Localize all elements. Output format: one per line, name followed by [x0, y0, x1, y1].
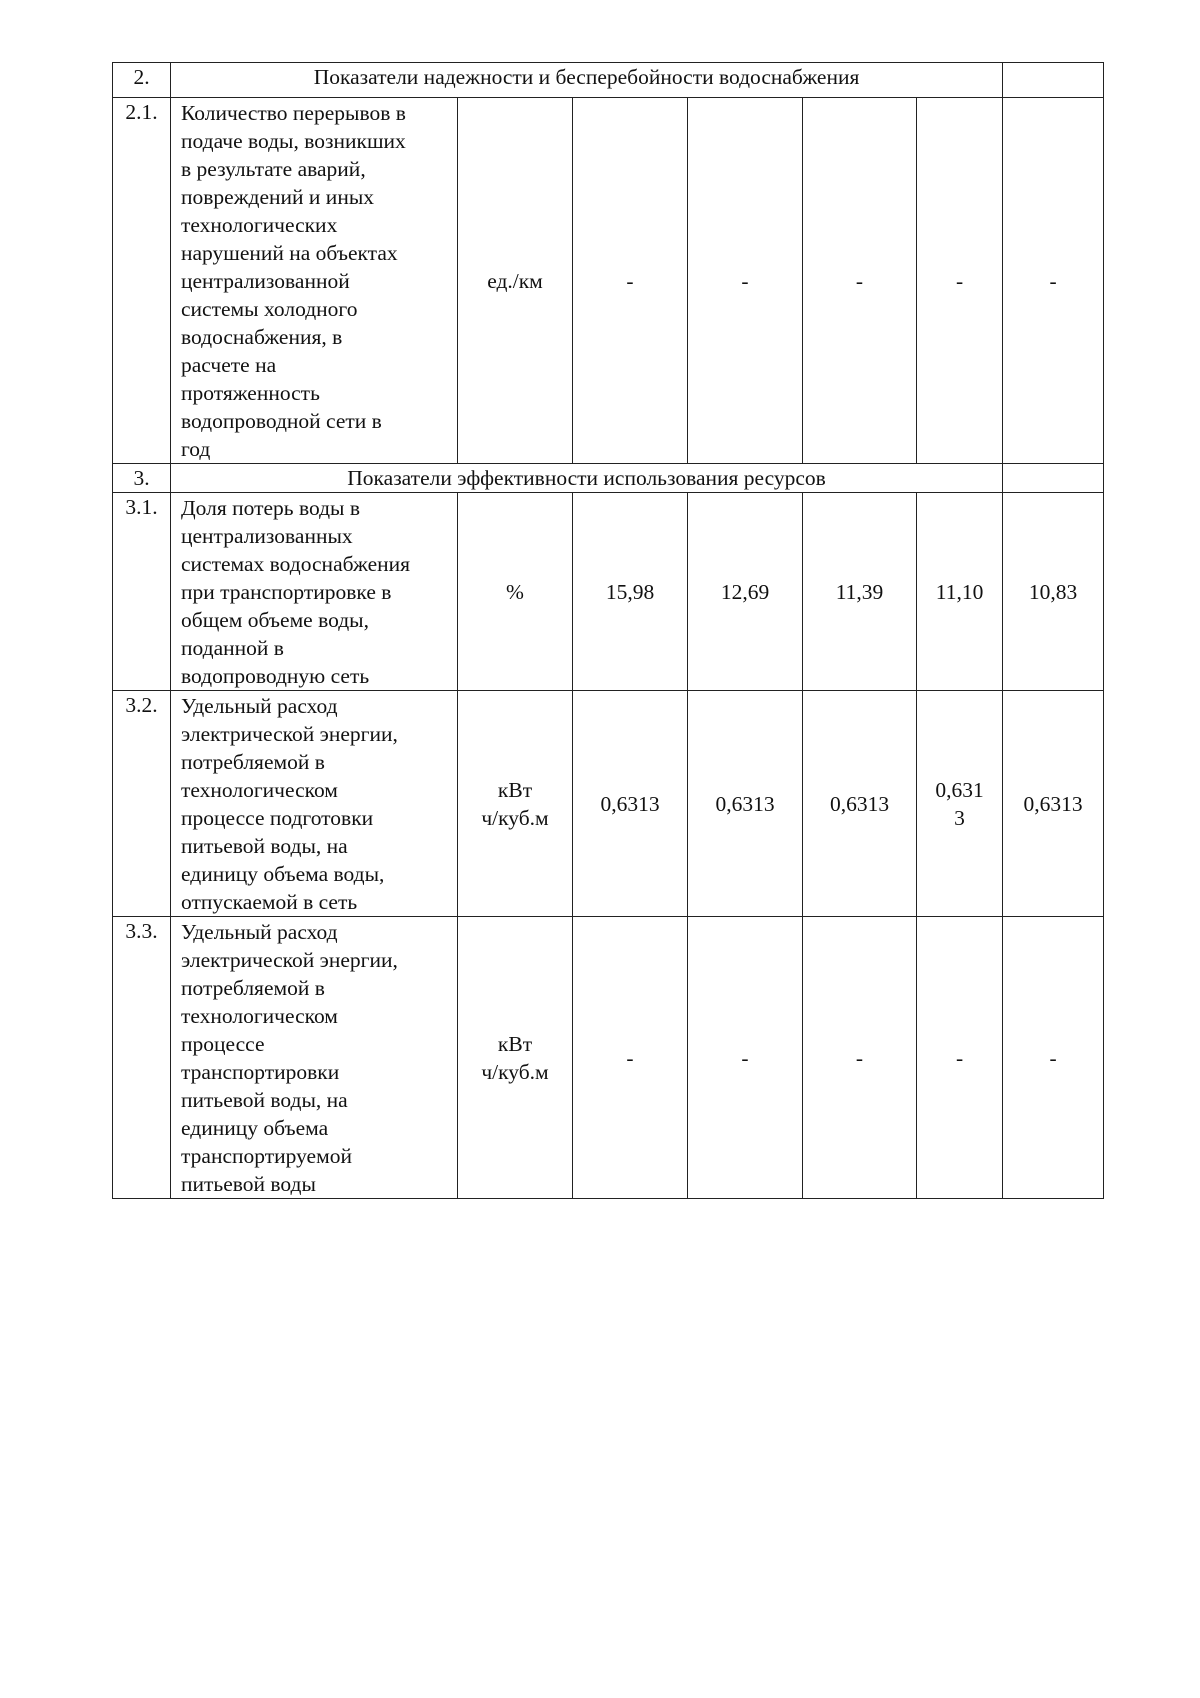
text-line: водоснабжения, в [181, 325, 343, 349]
text-line: централизованной [181, 269, 350, 293]
text-line: 0,6313 [600, 791, 660, 816]
text-line: в результате аварий, [181, 157, 366, 181]
text-line: 0,631 [935, 777, 984, 802]
value-cell [803, 493, 917, 691]
indicator-name [171, 98, 458, 464]
text-line: отпускаемой в сеть [181, 890, 358, 914]
text-line: 0,6313 [829, 791, 890, 816]
value-cell [688, 917, 803, 1199]
table-row [113, 493, 1104, 691]
indicators-table [112, 62, 1104, 1199]
text-line: транспортировки [181, 1060, 340, 1084]
value-cell [573, 493, 688, 691]
unit-cell [458, 493, 573, 691]
table-row [113, 917, 1104, 1199]
table-row [113, 98, 1104, 464]
text-line: повреждений и иных [181, 185, 375, 209]
text-line: подаче воды, возникших [181, 129, 406, 153]
section-number: 2. [113, 63, 171, 98]
text-line: водопроводной сети в [181, 409, 382, 433]
text-line: кВт [497, 777, 533, 802]
row-number: 2.1. [113, 98, 171, 464]
value-cell [803, 917, 917, 1199]
value-cell [688, 493, 803, 691]
text-line: единицу объема [181, 1116, 329, 1140]
text-line: 10,83 [1028, 579, 1078, 604]
text-line: Удельный расход [181, 694, 338, 718]
empty-cell [1003, 464, 1104, 493]
empty-cell [1003, 63, 1104, 98]
row-number: 3.1. [113, 493, 171, 691]
text-line: 0,6313 [715, 791, 775, 816]
text-line: технологических [181, 213, 338, 237]
text-line: - [741, 268, 749, 293]
text-line: ч/куб.м [481, 805, 549, 830]
value-cell [688, 691, 803, 917]
text-line: поданной в [181, 636, 284, 660]
text-line: электрической энергии, [181, 722, 398, 746]
indicator-name [171, 691, 458, 917]
text-line: технологическом [181, 778, 338, 802]
text-line: 11,39 [835, 579, 884, 604]
value-cell [1003, 917, 1104, 1199]
text-line: потребляемой в [181, 750, 325, 774]
text-line: водопроводную сеть [181, 664, 370, 688]
text-line: - [1049, 268, 1057, 293]
text-line: 0,6313 [1023, 791, 1083, 816]
text-line: - [955, 1045, 964, 1070]
indicator-name [171, 493, 458, 691]
value-cell [1003, 493, 1104, 691]
table-row [113, 691, 1104, 917]
value-cell [573, 917, 688, 1199]
text-line: питьевой воды, на [181, 1088, 348, 1112]
text-line: единицу объема воды, [181, 862, 385, 886]
section-title: Показатели надежности и бесперебойности водоснабжения [171, 63, 1003, 98]
text-line: системы холодного [181, 297, 358, 321]
text-line: - [626, 1045, 634, 1070]
text-line: ч/куб.м [481, 1059, 549, 1084]
text-line: процессе [181, 1032, 265, 1056]
text-line: транспортируемой [181, 1144, 352, 1168]
text-line: системах водоснабжения [181, 552, 411, 576]
unit-cell [458, 691, 573, 917]
text-line: - [626, 268, 634, 293]
text-line: технологическом [181, 1004, 338, 1028]
value-cell [917, 493, 1003, 691]
section-row [113, 63, 1104, 98]
text-line: 3 [954, 805, 965, 830]
text-line: - [1049, 1045, 1057, 1070]
text-line: кВт [497, 1031, 533, 1056]
value-cell [803, 98, 917, 464]
value-cell [1003, 98, 1104, 464]
text-line: централизованных [181, 524, 353, 548]
section-title: Показатели эффективности использования ресурсов [171, 464, 1003, 493]
text-line: процессе подготовки [181, 806, 374, 830]
text-line: 11,10 [935, 579, 984, 604]
text-line: год [181, 437, 211, 461]
unit-cell [458, 98, 573, 464]
text-line: % [506, 579, 524, 604]
text-line: - [855, 268, 864, 293]
text-line: Удельный расход [181, 920, 338, 944]
text-line: - [741, 1045, 749, 1070]
value-cell [573, 98, 688, 464]
text-line: питьевой воды, на [181, 834, 348, 858]
text-line: при транспортировке в [181, 580, 392, 604]
section-row [113, 464, 1104, 493]
text-line: питьевой воды [181, 1172, 316, 1196]
value-cell [573, 691, 688, 917]
value-cell [917, 917, 1003, 1199]
value-cell [688, 98, 803, 464]
text-line: - [855, 1045, 864, 1070]
value-cell [803, 691, 917, 917]
text-line: нарушений на объектах [181, 241, 398, 265]
text-line: - [955, 268, 964, 293]
text-line: расчете на [181, 353, 277, 377]
unit-cell [458, 917, 573, 1199]
row-number: 3.2. [113, 691, 171, 917]
value-cell [917, 691, 1003, 917]
text-line: 15,98 [605, 579, 655, 604]
value-cell [917, 98, 1003, 464]
text-line: 12,69 [720, 579, 770, 604]
section-number: 3. [113, 464, 171, 493]
text-line: Количество перерывов в [181, 101, 406, 125]
text-line: протяженность [181, 381, 320, 405]
text-line: электрической энергии, [181, 948, 398, 972]
value-cell [1003, 691, 1104, 917]
row-number: 3.3. [113, 917, 171, 1199]
indicator-name [171, 917, 458, 1199]
text-line: Доля потерь воды в [181, 496, 361, 520]
text-line: потребляемой в [181, 976, 325, 1000]
text-line: общем объеме воды, [181, 608, 369, 632]
text-line: ед./км [487, 268, 543, 293]
